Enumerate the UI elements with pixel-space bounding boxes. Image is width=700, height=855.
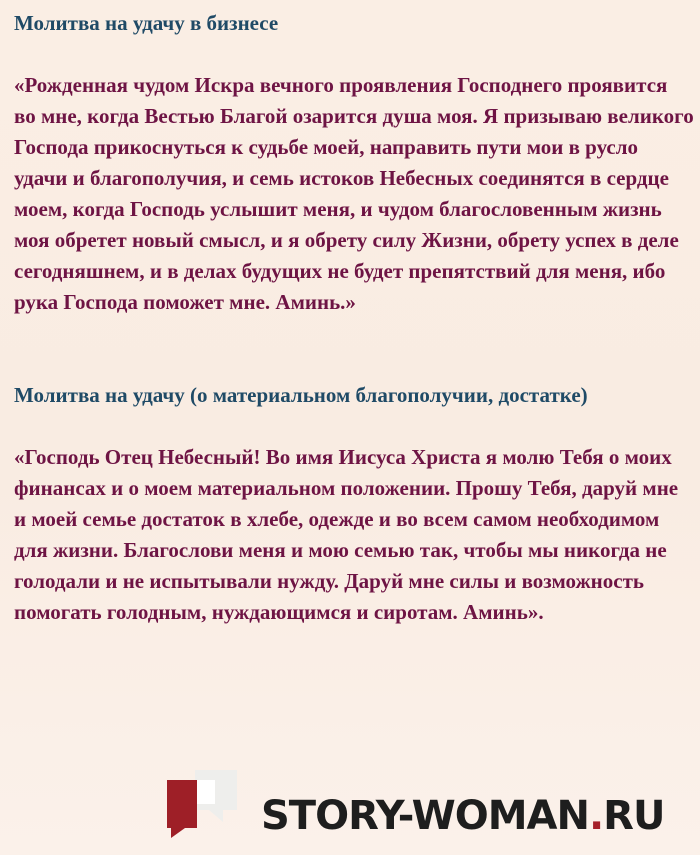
article-content	[14, 8, 694, 628]
section-heading-material: Молитва на удачу (о материальном благополучии, достатке)	[14, 383, 588, 407]
site-name-dot: .	[588, 793, 604, 839]
site-name: STORY-WOMAN	[261, 793, 589, 839]
site-watermark	[165, 770, 685, 840]
site-name-text	[261, 792, 664, 840]
section-heading-business: Молитва на удачу в бизнесе	[14, 11, 279, 35]
speech-bubble-logo-icon	[165, 770, 245, 840]
prayer-text-business: «Рожденная чудом Искра вечного проявления Господнего проявится во мне, когда Вестью Благой озарится душа моя. Я призываю великого Господа прикоснуться к судьбе моей, направить пути мои в русло удачи и благополучия, и семь истоков Небесных соединятся в сердце моем, когда Господь услышит меня, и чудом благословенным жизнь моя обретет новый смысл, и я обрету силу Жизни, обрету успех в деле сегодняшнем, и в делах будущих не будет препятствий для меня, ибо рука Господа поможет мне. Аминь.»	[14, 73, 694, 314]
prayer-text-material: «Господь Отец Небесный! Во имя Иисуса Христа я молю Тебя о моих финансах и о моем материальном положении. Прошу Тебя, даруй мне и моей семье достаток в хлебе, одежде и во всем самом необходимом для жизни. Благослови меня и мою семью так, чтобы мы никогда не голодали и не испытывали нужду. Даруй мне силы и возможность помогать голодным, нуждающимся и сиротам. Аминь».	[14, 445, 679, 624]
site-tld: RU	[603, 793, 665, 839]
